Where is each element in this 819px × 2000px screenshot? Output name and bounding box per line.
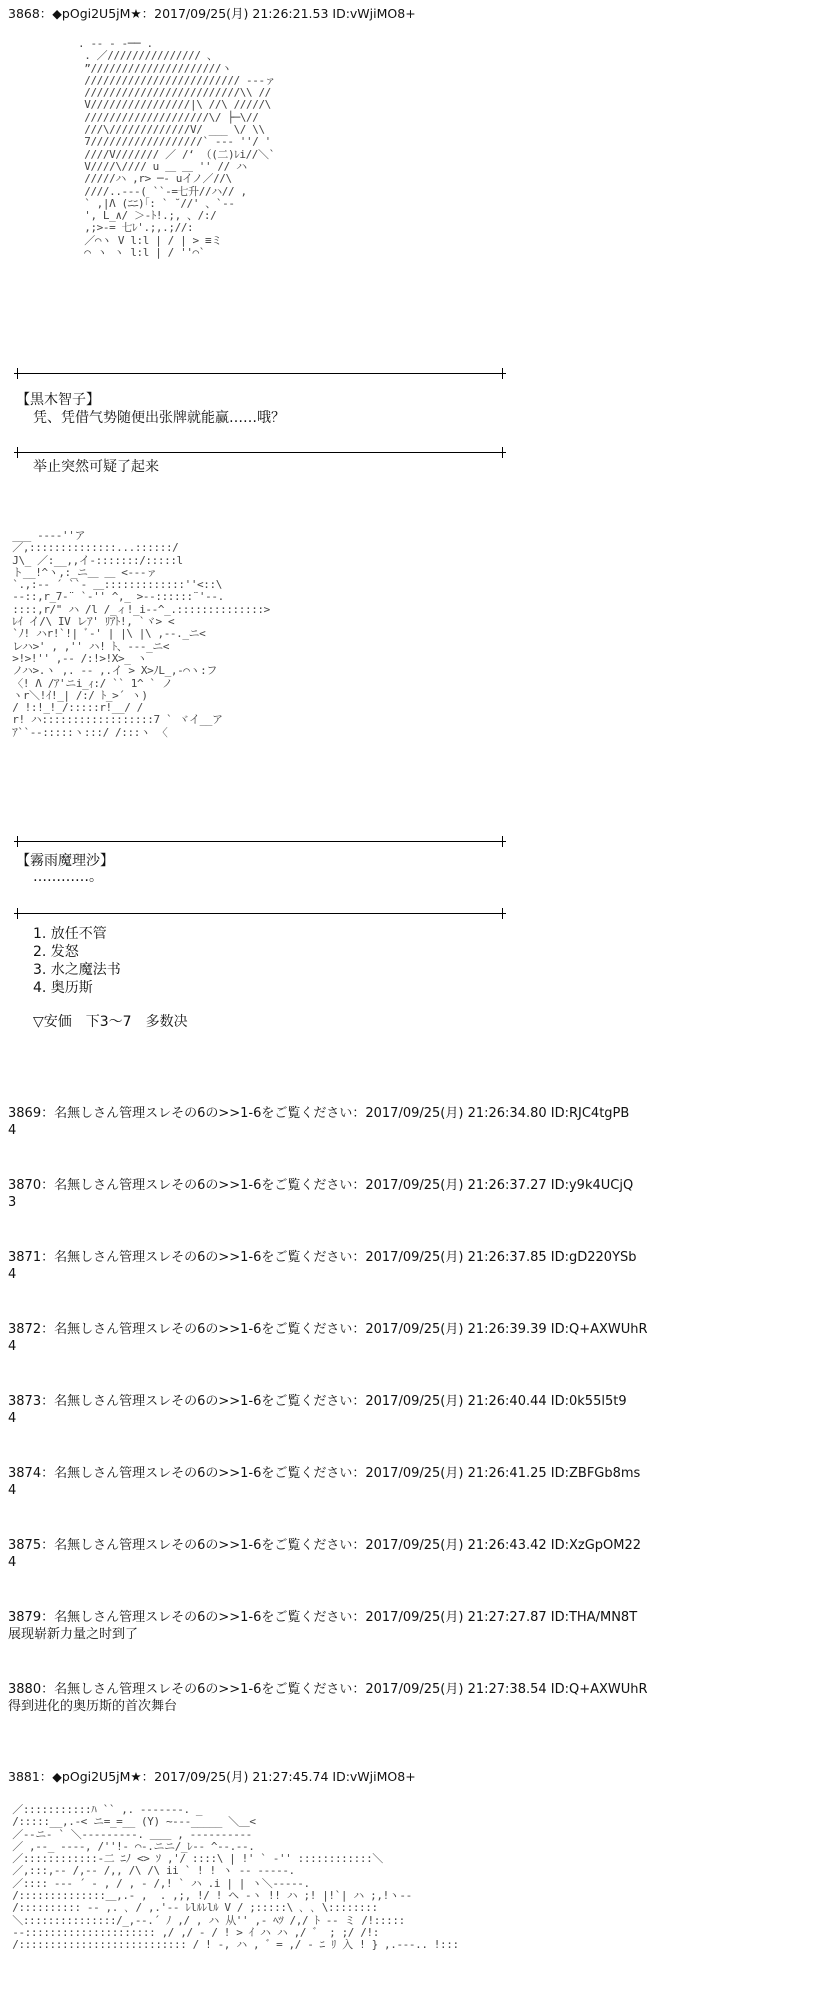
ascii-art-tomoko: . ‐‐ ‐ ‐── . . ／/////////////// 、 ”/////////////////////ヽ ///////////////////////// ‐‐‐ァ /////////////////////////\\ // V////////////////|\ //\ /////\ ////////////////////\/ ├─\// ///\/////////////V/ ___ \/ \\ 7//////////////////` ‐‐‐ ''/ ' ////V/////// ／ /‘ （(二)ﾚi//＼` V////\//// u ＿ ＿ '' // ハ /////ハ ,r> ─‐ uイノ／//\ ////..‐‐‐( ``‐=七升//ハ// , ` ,|Λ (ﾆﾆ)｢: ` ˘//' 、`‐‐ ', L_∧/ ＞‐ﾄ!.;, 、/:/ ,;>‐= 七ﾚ'.;,.;//: ／⌒ヽ V l:l | / | > ≡ミ ⌒ ヽ ヽ l:l | / ''⌒` (78, 37, 276, 260)
reply-body: 4 (8, 1483, 17, 1498)
reply-body: 3 (8, 1195, 17, 1210)
separator-line (14, 908, 506, 919)
choice-item: 2. 发怒 (33, 944, 79, 960)
dialogue-line: …………。 (33, 869, 103, 885)
reply-body: 展现崭新力量之时到了 (8, 1627, 139, 1642)
speaker-name: 【霧雨魔理沙】 (16, 853, 114, 869)
reply-header: 3870：名無しさん管理スレその6の>>1-6をご覧ください：2017/09/25(月) 21:26:37.27 ID:y9k4UCjQ (8, 1178, 634, 1193)
reply-body: 4 (8, 1555, 17, 1570)
reply-body: 得到进化的奥历斯的首次舞台 (8, 1699, 178, 1714)
separator-line (14, 368, 506, 379)
reply-header: 3880：名無しさん管理スレその6の>>1-6をご覧ください：2017/09/25(月) 21:27:38.54 ID:Q+AXWUhR (8, 1682, 648, 1697)
reply-body: 4 (8, 1411, 17, 1426)
op-post-header: 3881：◆pOgi2U5jM★：2017/09/25(月) 21:27:45.74 ID:vWjiMO8+ (8, 1769, 416, 1784)
reply-header: 3873：名無しさん管理スレその6の>>1-6をご覧ください：2017/09/25(月) 21:26:40.44 ID:0k55l5t9 (8, 1394, 627, 1409)
reply-body: 4 (8, 1123, 17, 1138)
ascii-art-marisa: ___ ‐‐‐‐''ア ／,::::::::::::::...::::::/ J\_ ／:__,,イ‐:::::::/:::::l ト__!^ヽ,:_ニ＿ ＿ <‐‐‐ァ `.,:-‐ ´ ``‐ ＿:::::::::::::''<::\ -‐::,r_7‐¨ `‐'' ^,_ >‐‐::::::¨'‐‐. ::::,r/" ハ /l /_ィ!_i‐‐^_.::::::::::::::> ﾚｲ イ/\ IV レｱ' ﾘｱﾄ!, `ヾ> < `ﾉ! ハr!`!| ﾞ‐' | |\ |\ ,‐‐._ニ< レハ>' , ,'' ハ! ﾄ、‐‐‐_ニ< >!>!'' ,-‐ /:!>!X>_ ヽ ノハ>.ヽ ,. ‐‐ ,.イ > X>ﾉL_,‐⌒ヽ:フ 〈! Λ /ｱ'ニi_ｨ:/ `` 1^ ` ノ ヽr＼!ｲ!_| /:/ ﾄ_>´ ヽ) / !:!_!_/:::::r!__/ / r! ハ::::::::::::::::::7 ` ヾイ__ア ｱ``‐‐:::::ヽ:::/ /:::ヽ 〈 (12, 529, 270, 739)
reply-body: 4 (8, 1339, 17, 1354)
op-post-header: 3868：◆pOgi2U5jM★：2017/09/25(月) 21:26:21.53 ID:vWjiMO8+ (8, 6, 416, 21)
choice-item: 4. 奥历斯 (33, 980, 93, 996)
vote-instruction: ▽安価 下3～7 多数决 (33, 1014, 188, 1030)
reply-header: 3871：名無しさん管理スレその6の>>1-6をご覧ください：2017/09/25(月) 21:26:37.85 ID:gD220YSb (8, 1250, 637, 1265)
choice-item: 3. 水之魔法书 (33, 962, 121, 978)
separator-line (14, 836, 506, 847)
reply-header: 3874：名無しさん管理スレその6の>>1-6をご覧ください：2017/09/25(月) 21:26:41.25 ID:ZBFGb8ms (8, 1466, 641, 1481)
reply-header: 3869：名無しさん管理スレその6の>>1-6をご覧ください：2017/09/25(月) 21:26:34.80 ID:RJC4tgPB (8, 1106, 630, 1121)
reply-header: 3879：名無しさん管理スレその6の>>1-6をご覧ください：2017/09/25(月) 21:27:27.87 ID:THA/MN8T (8, 1610, 638, 1625)
reply-body: 4 (8, 1267, 17, 1282)
dialogue-line: 凭、凭借气势随便出张牌就能赢……哦？ (33, 410, 285, 426)
speaker-name: 【黒木智子】 (16, 392, 100, 408)
choice-item: 1. 放任不管 (33, 926, 107, 942)
reply-header: 3872：名無しさん管理スレその6の>>1-6をご覧ください：2017/09/25(月) 21:26:39.39 ID:Q+AXWUhR (8, 1322, 648, 1337)
reply-header: 3875：名無しさん管理スレその6の>>1-6をご覧ください：2017/09/25(月) 21:26:43.42 ID:XzGpOM22 (8, 1538, 642, 1553)
ascii-art-bottom: ／:::::::::::ﾊ `` ,. ‐‐‐‐‐‐‐. _ /:::::__,.‐< ニ=_=__ (Y) ~‐‐‐_____ ＼＿< ／‐‐ニ‐ ` ＼‐‐‐‐‐‐‐‐‐. ＿＿ , ‐‐‐‐‐‐‐‐‐‐ ／ ,‐‐_ ‐‐‐‐, /''!‐ ⌒-.ニニ/_ﾚ‐‐ ^‐-.‐‐. ／::::::::::::‐二 ﾆﾉ <> ｿ ,'/ ::::\ | !' ` ‐'' ::::::::::::＼ ／,:::,-‐ /,-‐ /,, /\ /\ ii ` ! ! ヽ ‐‐ ‐‐‐‐‐. ／:::: ‐‐‐ ´ - , / , - /,! ` ハ .i | | ヽ＼‐‐‐‐‐. /::::::::::::::＿,.‐ , . ,;, !/ ! ヘ ‐ヽ !! ハ ;! |!`| ハ ;,!ヽ‐‐ /:::::::::: -‐ ,. ､ / ,.'‐‐ ﾚlﾙﾚlﾙ V / ;:::::\ ､ ､ \:::::::: ＼:::::::::::::::/_,‐‐.´ ﾉ ,/ , ハ 从'' ,- ﾍﾂ /,/ ﾄ ‐‐ ミ /!::::: ‐‐::::::::::::::::::::: ,/ ,/ - / ! > ｲ ハ ハ ,/ ゛ ; ;/ /!: /::::::::::::::::::::::::::: / ! -, ハ , ゛= ,/ ‐ ﾆ ﾘ 入 ! } ,.-‐‐.. !::: (12, 1803, 459, 1952)
narration-line: 举止突然可疑了起来 (33, 459, 159, 475)
separator-line (14, 447, 506, 458)
